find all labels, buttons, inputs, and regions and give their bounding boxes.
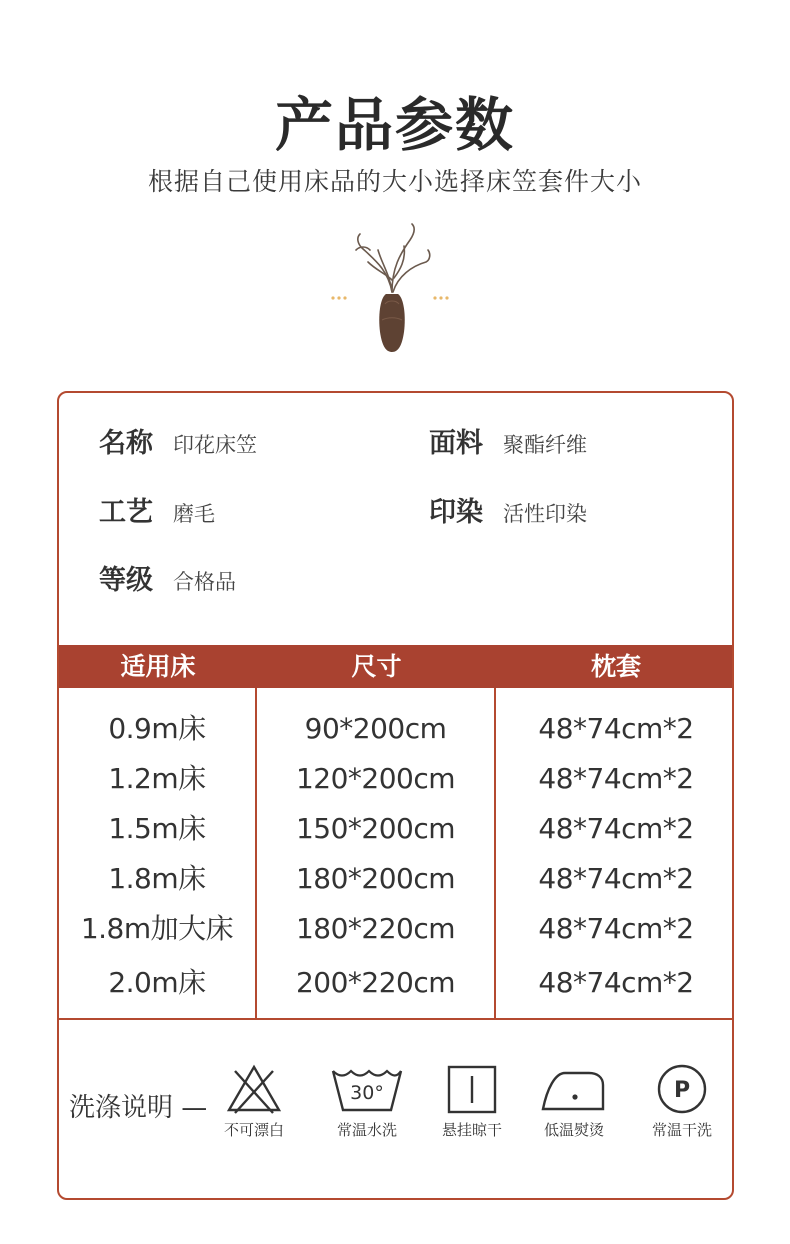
pillowcase-column [496, 688, 734, 1018]
table-cell: 48*74cm*2 [538, 966, 694, 999]
spec-value: 印花床笠 [173, 433, 257, 457]
spec-key: 名称 [99, 428, 153, 459]
wash-caption: 不可漂白 [223, 1121, 284, 1139]
wash-caption: 低温熨烫 [543, 1121, 604, 1139]
spec-value: 合格品 [173, 570, 236, 594]
washing-label: 洗涤说明 — [69, 1093, 208, 1123]
no-bleach-icon [225, 1063, 283, 1115]
table-cell: 2.0m床 [108, 966, 206, 999]
table-cell: 120*200cm [295, 762, 456, 795]
table-cell: 150*200cm [295, 812, 456, 845]
size-table-header [59, 645, 734, 688]
spec-craft [99, 490, 215, 529]
spec-name [99, 421, 257, 460]
dimension-column [257, 688, 496, 1018]
table-cell: 1.2m床 [108, 762, 206, 795]
table-cell: 1.8m床 [108, 862, 206, 895]
table-cell: 48*74cm*2 [538, 762, 694, 795]
table-cell: 1.8m加大床 [80, 912, 234, 945]
header-bed-size: 适用床 [120, 652, 196, 681]
low-iron-icon [539, 1063, 609, 1115]
table-cell: 48*74cm*2 [538, 912, 694, 945]
wash-caption: 悬挂晾干 [441, 1121, 502, 1139]
table-cell: 90*200cm [304, 712, 447, 745]
product-spec-card [57, 391, 734, 1200]
table-cell: 200*220cm [295, 966, 456, 999]
spec-value: 磨毛 [173, 502, 215, 526]
spec-key: 印染 [429, 497, 483, 528]
table-cell: 1.5m床 [108, 812, 206, 845]
vase-decoration-icon [330, 220, 460, 355]
table-cell: 48*74cm*2 [538, 812, 694, 845]
spec-fabric [429, 421, 587, 460]
spec-key: 工艺 [99, 497, 153, 528]
table-cell: 180*220cm [295, 912, 456, 945]
header-dimension: 尺寸 [351, 652, 402, 681]
spec-value: 聚酯纤维 [503, 433, 587, 457]
wash-item-low-iron [519, 1063, 629, 1140]
hang-dry-icon [443, 1063, 501, 1115]
spec-dyeing [429, 490, 587, 529]
wash-temp: 30° [350, 1082, 384, 1104]
wash-item-hang-dry [417, 1063, 527, 1140]
dry-clean-icon [653, 1063, 711, 1115]
spec-grade [99, 558, 236, 597]
divider [59, 1018, 734, 1020]
page-title: 产品参数 [274, 91, 515, 159]
table-cell: 0.9m床 [108, 712, 206, 745]
dry-clean-letter: P [673, 1078, 691, 1103]
spec-key: 等级 [99, 565, 153, 596]
wash-caption: 常温水洗 [336, 1121, 397, 1139]
table-cell: 180*200cm [295, 862, 456, 895]
table-cell: 48*74cm*2 [538, 862, 694, 895]
wash-item-dry-clean [627, 1063, 734, 1140]
bed-size-column [59, 688, 257, 1018]
spec-key: 面料 [429, 428, 483, 459]
header-pillowcase: 枕套 [590, 652, 641, 681]
wash-item-wash-30 [312, 1063, 422, 1140]
wash-item-no-bleach [199, 1063, 309, 1140]
table-cell: 48*74cm*2 [538, 712, 694, 745]
page-subtitle: 根据自己使用床品的大小选择床笠套件大小 [147, 167, 642, 196]
spec-value: 活性印染 [503, 502, 587, 526]
wash-caption: 常温干洗 [651, 1121, 712, 1139]
wash-30-icon [329, 1063, 405, 1115]
size-table-body [59, 688, 734, 1018]
